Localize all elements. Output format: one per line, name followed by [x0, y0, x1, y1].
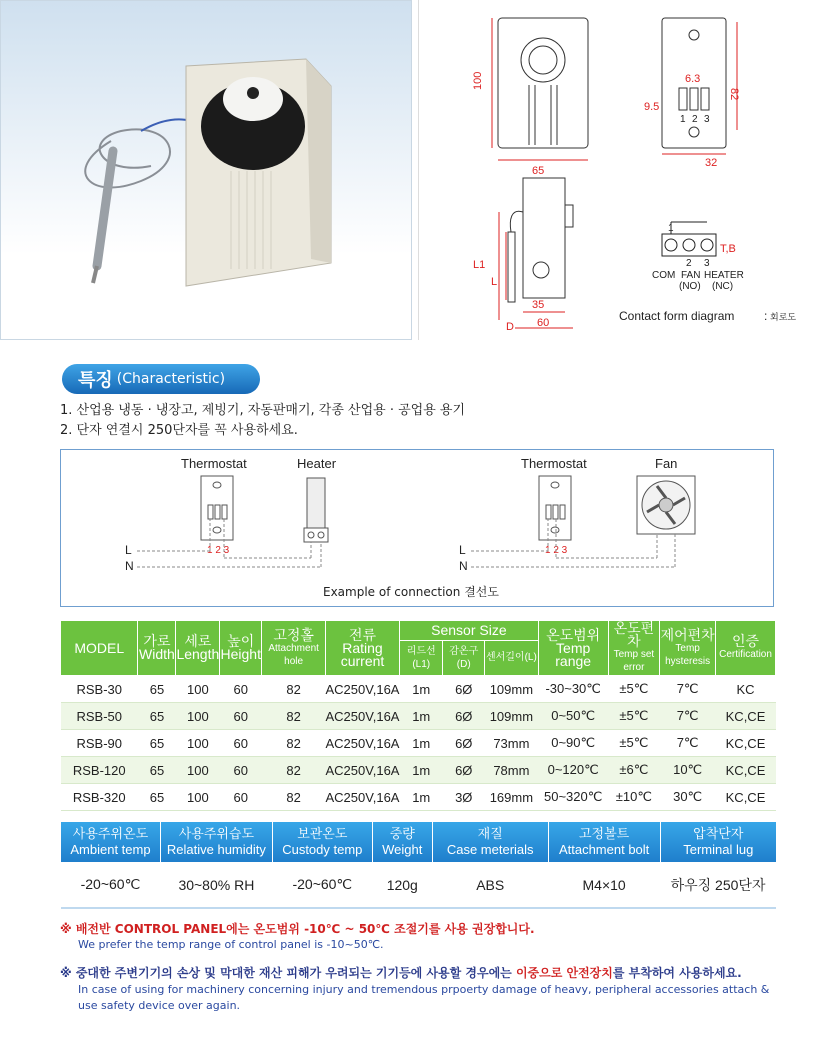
cell-hyst: 7℃	[660, 676, 716, 703]
env-header-en: Terminal lug	[683, 842, 754, 857]
th-hysteresis-en: Temp hysteresis	[665, 642, 711, 667]
cell-w: 65	[138, 703, 176, 730]
env-header-en: Ambient temp	[70, 842, 151, 857]
terminal-2: 2	[692, 114, 698, 125]
cell-w: 65	[138, 676, 176, 703]
th-current-ko: 전류	[348, 626, 377, 643]
dim-L: L	[491, 276, 498, 288]
cell-d: 6Ø	[443, 757, 485, 784]
th-height-en: Height	[220, 646, 261, 662]
right-thermostat-drawing	[539, 476, 571, 540]
env-value-cell: 30~80% RH	[160, 862, 272, 908]
connection-drawing	[61, 450, 775, 608]
right-terminal-nums: 1 2 3	[545, 545, 568, 556]
cell-sl: 109mm	[485, 703, 539, 730]
cell-lead: 1m	[399, 784, 443, 811]
fan-drawing	[637, 476, 695, 534]
cell-h: 60	[220, 784, 262, 811]
cell-model: RSB-50	[61, 703, 138, 730]
dim-60: 60	[537, 317, 550, 329]
env-value-cell: 하우징 250단자	[660, 862, 776, 908]
left-thermostat-drawing	[201, 476, 233, 540]
env-header-cell	[61, 822, 161, 862]
env-header-ko: 사용주위온도	[72, 826, 149, 841]
note-2: 2. 단자 연결시 250단자를 꼭 사용하세요.	[60, 423, 298, 438]
cell-hyst: 7℃	[660, 730, 716, 757]
cell-l: 100	[176, 757, 220, 784]
cell-sl: 78mm	[485, 757, 539, 784]
warning-2-ko	[60, 964, 742, 981]
warning-1-en: We prefer the temp range of control panel is -10~50℃.	[78, 938, 384, 951]
cell-lead: 1m	[399, 730, 443, 757]
dim-back-width: 32	[705, 157, 718, 169]
table-row	[61, 757, 776, 784]
cell-d: 6Ø	[443, 676, 485, 703]
th-width-en: Width	[139, 646, 175, 662]
env-header-en: Attachment bolt	[558, 842, 650, 857]
th-current-en: Rating current	[340, 639, 385, 669]
th-sensor-d: 감온구(D)	[449, 645, 479, 670]
env-header-ko: 사용주위습도	[178, 826, 255, 841]
env-header-cell	[660, 822, 776, 862]
cell-l: 100	[176, 676, 220, 703]
connection-caption: Example of connection 결선도	[323, 585, 499, 599]
cell-w: 65	[138, 784, 176, 811]
th-hole-ko: 고정홀	[273, 626, 314, 643]
dim-D: D	[506, 321, 514, 333]
dim-hole-offset: 9.5	[644, 101, 660, 113]
env-header-en: Weight	[382, 842, 423, 857]
cell-hyst: 7℃	[660, 703, 716, 730]
note-1: 1. 산업용 냉동 · 냉장고, 제빙기, 자동판매기, 각종 산업용 · 공업용 용기	[60, 403, 466, 418]
cell-h: 60	[220, 703, 262, 730]
cell-h: 60	[220, 676, 262, 703]
dim-35: 35	[532, 299, 545, 311]
env-value-cell: ABS	[432, 862, 548, 908]
warning-2-en: In case of using for machinery concerning injury and tremendous prpoerty damage of heavy, peripheral accessories attach & use safety device over again.	[78, 983, 770, 1012]
contact-caption: Contact form diagram	[619, 309, 735, 323]
table-row	[61, 676, 776, 703]
cell-h: 60	[220, 730, 262, 757]
th-temp-range-en: Temp range	[555, 639, 592, 669]
right-line-N: N	[459, 559, 468, 573]
dimension-drawing	[419, 0, 833, 340]
contact-no: (NO)	[679, 281, 701, 292]
table-row	[61, 730, 776, 757]
cell-cert: KC	[716, 676, 776, 703]
cell-cert: KC,CE	[716, 703, 776, 730]
env-value-cell: -20~60℃	[61, 862, 161, 908]
env-header-cell	[548, 822, 660, 862]
cell-lead: 1m	[399, 703, 443, 730]
th-temp-range-ko: 온도범위	[546, 626, 601, 643]
cell-hole: 82	[262, 676, 326, 703]
contact-nc: (NC)	[712, 281, 734, 292]
cell-err: ±10℃	[608, 784, 660, 811]
th-hysteresis-ko: 제어편차	[660, 626, 715, 643]
env-header-ko: 재질	[477, 826, 503, 841]
spec-table-body	[61, 676, 776, 811]
dimension-diagram	[418, 0, 833, 340]
cell-range: -30~30℃	[538, 676, 608, 703]
cell-cert: KC,CE	[716, 784, 776, 811]
cell-model: RSB-320	[61, 784, 138, 811]
th-sensor-l: 센서길이(L)	[485, 652, 537, 664]
env-header-en: Relative humidity	[166, 842, 266, 857]
dim-height: 100	[472, 71, 484, 90]
cell-h: 60	[220, 757, 262, 784]
cell-sl: 109mm	[485, 676, 539, 703]
cell-model: RSB-30	[61, 676, 138, 703]
cell-hole: 82	[262, 703, 326, 730]
heater-drawing	[304, 478, 328, 542]
spec-header-row-1	[61, 621, 776, 641]
cell-l: 100	[176, 730, 220, 757]
thermostat-photo-image	[1, 1, 413, 341]
cell-model: RSB-120	[61, 757, 138, 784]
table-row	[61, 703, 776, 730]
th-sensor-size: Sensor Size	[431, 621, 507, 638]
cell-hole: 82	[262, 730, 326, 757]
dim-hole-pitch: 6.3	[685, 73, 701, 85]
contact-num-1: 1	[668, 223, 674, 234]
env-value-cell: M4×10	[548, 862, 660, 908]
cell-cert: KC,CE	[716, 730, 776, 757]
env-header-ko: 보관온도	[297, 826, 348, 841]
characteristic-title-ko: 특징	[78, 370, 113, 391]
env-header-cell	[372, 822, 432, 862]
th-length-en: Length	[176, 646, 220, 662]
cell-w: 65	[138, 757, 176, 784]
cell-current: AC250V,16A	[326, 676, 400, 703]
cell-d: 6Ø	[443, 730, 485, 757]
left-thermostat-label: Thermostat	[181, 456, 247, 471]
warning-2-ko-red: 이중으로 안전장치	[515, 966, 613, 980]
warning-2-ko-b: 를 부착하여 사용하세요.	[612, 966, 742, 980]
env-header-cell	[160, 822, 272, 862]
cell-sl: 169mm	[485, 784, 539, 811]
th-set-error-ko: 온도편차	[613, 620, 655, 649]
th-height-ko: 높이	[227, 633, 255, 649]
connection-example	[60, 449, 774, 607]
env-header-cell	[432, 822, 548, 862]
th-set-error-en: Temp set error	[613, 649, 655, 673]
cell-cert: KC,CE	[716, 757, 776, 784]
right-line-L: L	[459, 543, 466, 557]
cell-d: 3Ø	[443, 784, 485, 811]
th-model: MODEL	[74, 639, 125, 656]
th-width-ko: 가로	[143, 633, 171, 649]
environment-table	[60, 822, 776, 909]
cell-l: 100	[176, 703, 220, 730]
contact-num-3: 3	[704, 258, 710, 269]
env-value-row	[61, 862, 777, 908]
env-value-cell: -20~60℃	[272, 862, 372, 908]
cell-lead: 1m	[399, 757, 443, 784]
warning-2-ko-a: ※ 중대한 주변기기의 손상 및 막대한 재산 피해가 우려되는 기기등에 사용할 경우에는	[60, 966, 516, 980]
cell-err: ±5℃	[608, 676, 660, 703]
env-header-cell	[272, 822, 372, 862]
cell-sl: 73mm	[485, 730, 539, 757]
right-thermostat-label: Thermostat	[521, 456, 587, 471]
contact-com: COM	[652, 270, 676, 281]
cell-range: 0~50℃	[538, 703, 608, 730]
cell-current: AC250V,16A	[326, 703, 400, 730]
spec-table	[60, 620, 776, 811]
cell-range: 0~90℃	[538, 730, 608, 757]
env-header-ko: 고정볼트	[579, 826, 630, 841]
characteristic-notes	[60, 401, 465, 441]
table-row	[61, 784, 776, 811]
terminal-3: 3	[704, 114, 710, 125]
th-cert-en: Certification	[719, 649, 772, 660]
dim-width: 65	[532, 165, 545, 177]
cell-hole: 82	[262, 784, 326, 811]
env-value-cell: 120g	[372, 862, 432, 908]
dim-L1: L1	[473, 259, 486, 271]
cell-l: 100	[176, 784, 220, 811]
cell-d: 6Ø	[443, 703, 485, 730]
env-header-en: Custody temp	[282, 842, 363, 857]
tb-label: T,B	[720, 243, 736, 255]
contact-num-2: 2	[686, 258, 692, 269]
left-line-N: N	[125, 559, 134, 573]
th-cert-ko: 인증	[731, 633, 760, 649]
characteristic-heading	[62, 364, 260, 394]
contact-heater: HEATER	[704, 270, 744, 281]
cell-err: ±5℃	[608, 703, 660, 730]
contact-caption-colon: :	[764, 309, 768, 323]
contact-fan: FAN	[681, 270, 701, 281]
cell-model: RSB-90	[61, 730, 138, 757]
cell-hyst: 30℃	[660, 784, 716, 811]
env-header-ko: 중량	[389, 826, 415, 841]
env-header-row	[61, 822, 777, 862]
env-header-ko: 압착단자	[693, 826, 744, 841]
dim-back-height: 82	[728, 88, 740, 101]
cell-err: ±6℃	[608, 757, 660, 784]
cell-current: AC250V,16A	[326, 730, 400, 757]
cell-hyst: 10℃	[660, 757, 716, 784]
left-heater-label: Heater	[297, 456, 337, 471]
right-fan-label: Fan	[655, 456, 678, 471]
terminal-1: 1	[680, 114, 686, 125]
cell-err: ±5℃	[608, 730, 660, 757]
warning-1-ko: ※ 배전반 CONTROL PANEL에는 온도범위 -10℃ ~ 50℃ 조절기를 사용 권장합니다.	[60, 922, 535, 936]
cell-range: 50~320℃	[538, 784, 608, 811]
cell-w: 65	[138, 730, 176, 757]
left-line-L: L	[125, 543, 132, 557]
th-hole-en: Attachment hole	[268, 642, 319, 667]
contact-caption-ko: 회로도	[770, 313, 797, 323]
characteristic-title-en: (Characteristic)	[116, 371, 226, 387]
cell-lead: 1m	[399, 676, 443, 703]
cell-current: AC250V,16A	[326, 784, 400, 811]
cell-hole: 82	[262, 757, 326, 784]
th-lead: 리드선(L1)	[406, 645, 436, 670]
cell-range: 0~120℃	[538, 757, 608, 784]
product-photo	[0, 0, 412, 340]
cell-current: AC250V,16A	[326, 757, 400, 784]
th-length-ko: 세로	[184, 633, 212, 649]
left-terminal-nums: 1 2 3	[207, 545, 230, 556]
env-header-en: Case meterials	[446, 842, 534, 857]
